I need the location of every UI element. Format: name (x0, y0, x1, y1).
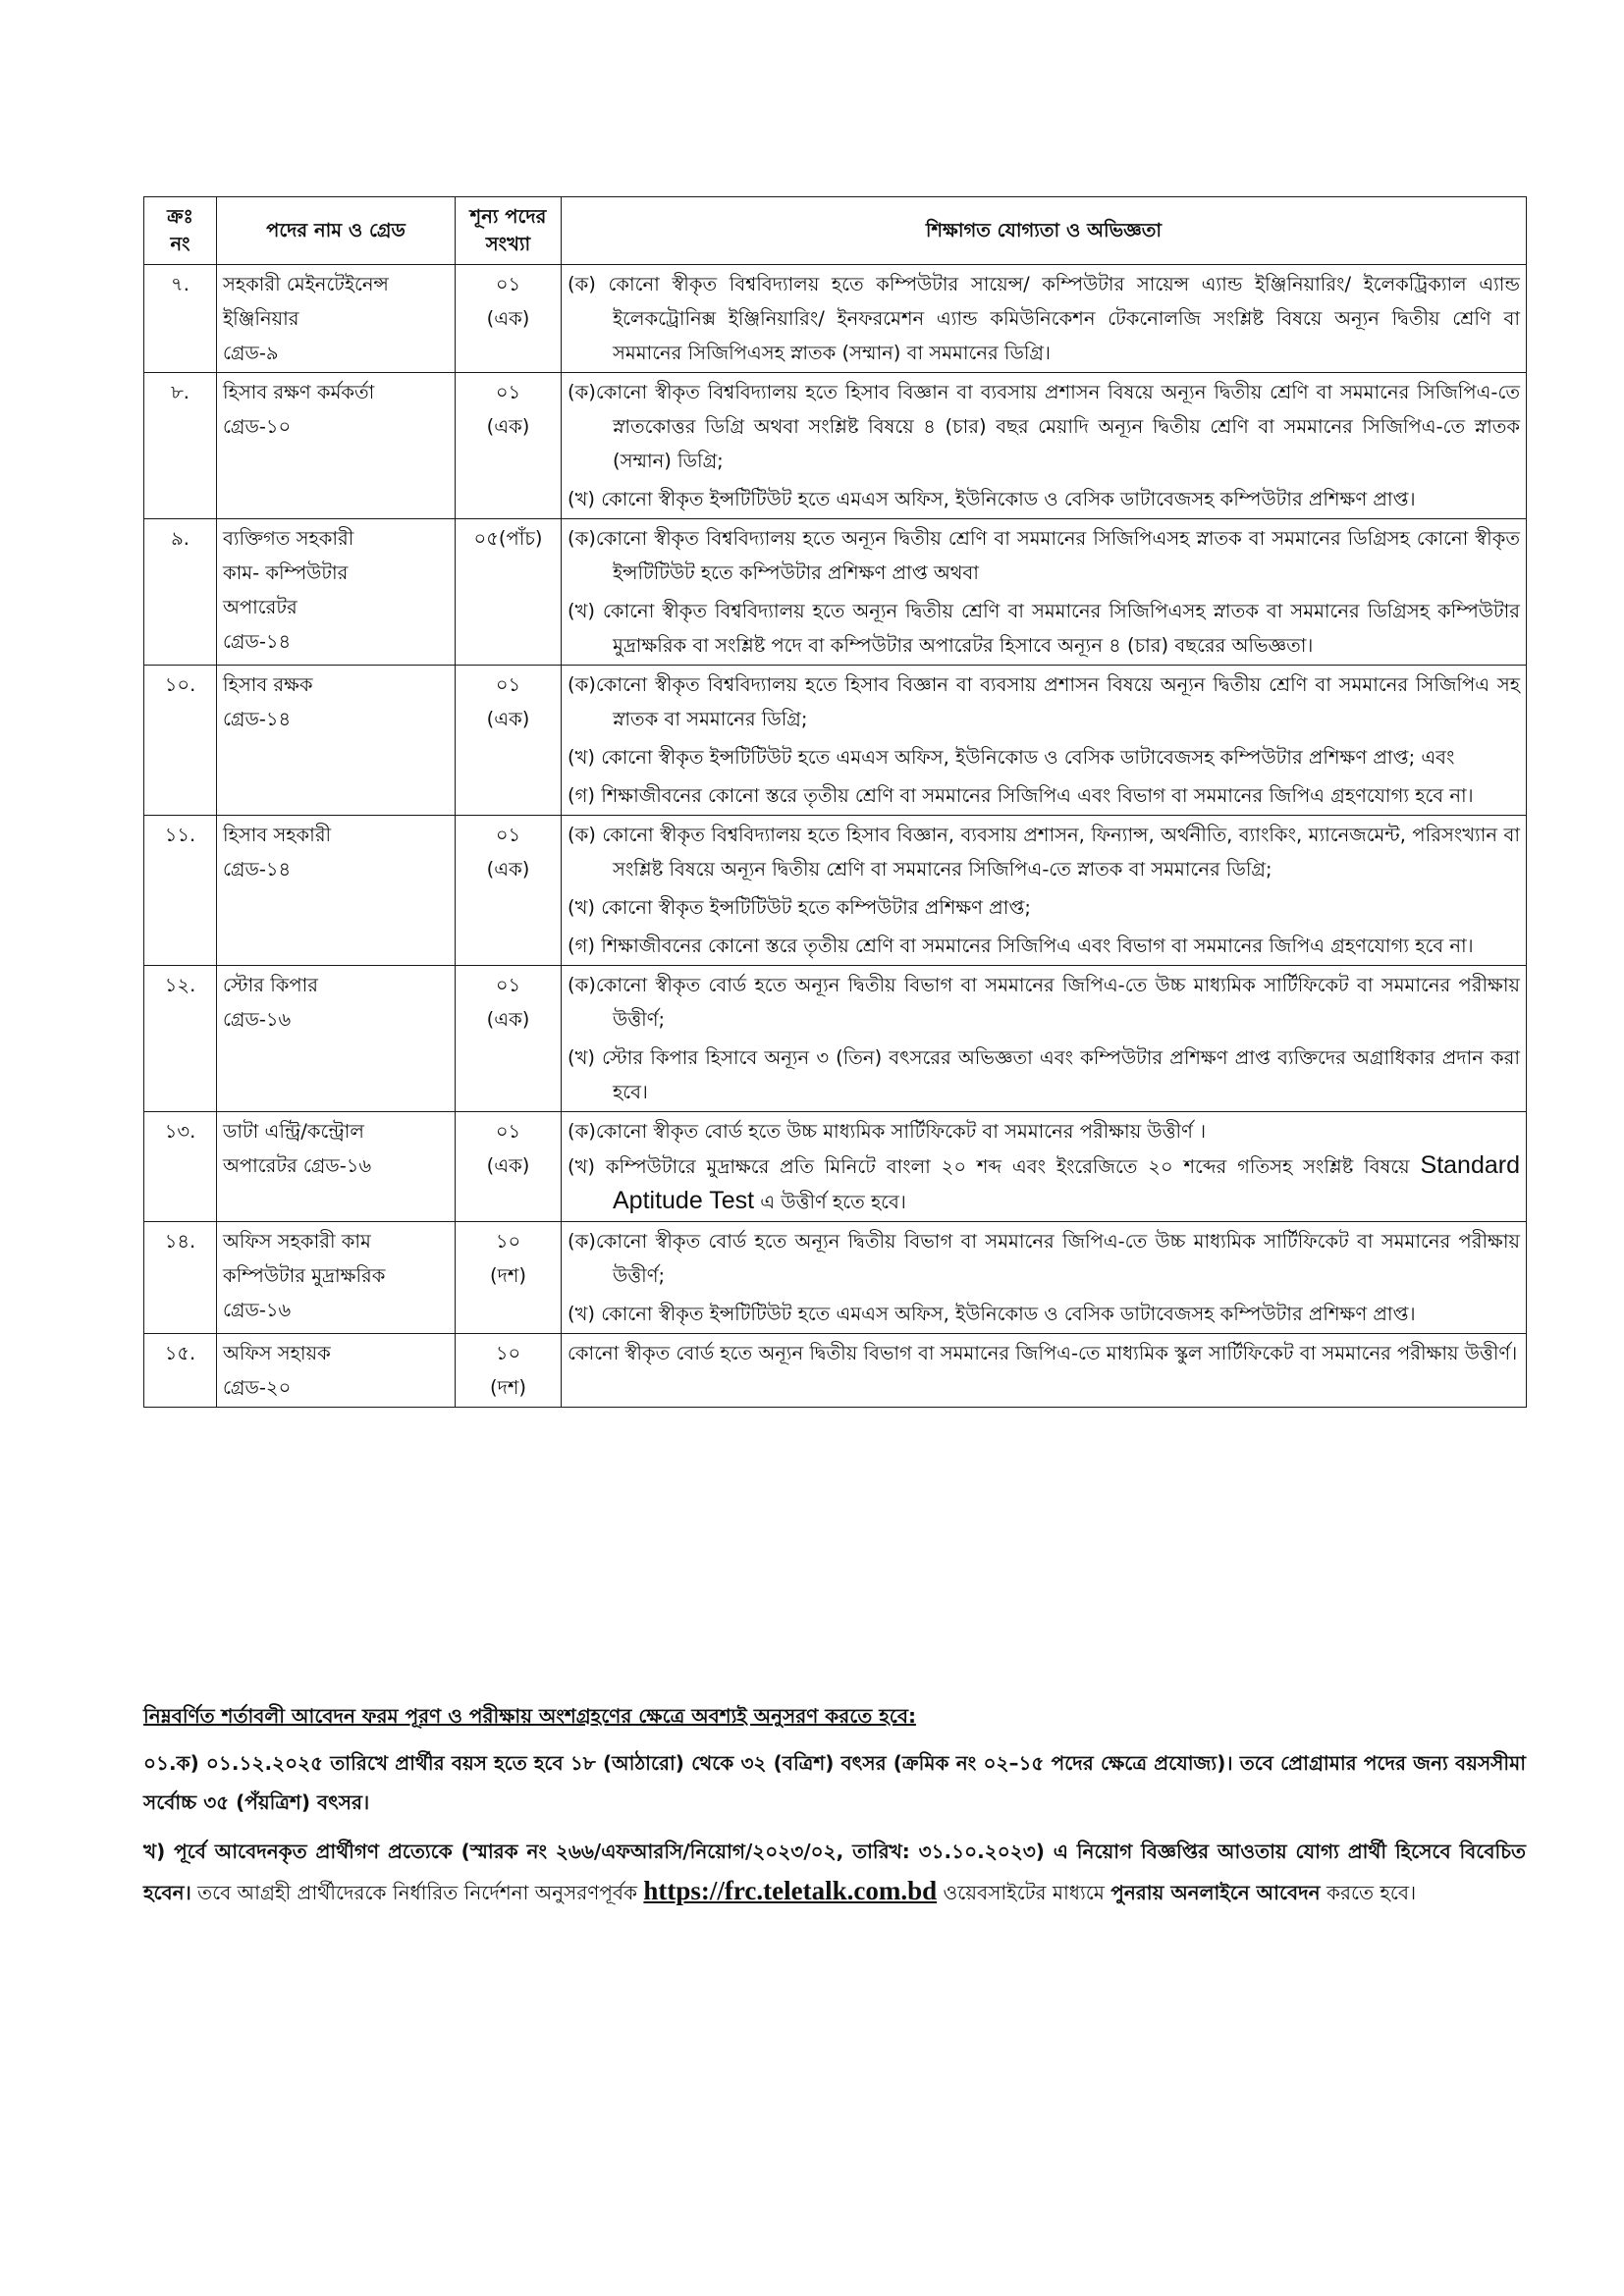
serial-cell: ৯. (144, 519, 217, 666)
serial-cell: ৮. (144, 373, 217, 519)
qualification-cell (562, 966, 1527, 1112)
table-row (144, 966, 1527, 1112)
serial-cell: ১০. (144, 666, 217, 816)
qualification-item: (ক) কোনো স্বীকৃত বিশ্ববিদ্যালয় হতে কম্পিউটার সায়েন্স/ কম্পিউটার সায়েন্স এ্যান্ড ইঞ্জিনিয়ারিং/ ইলেকট্রিক্যাল এ্যান্ড ইলেকট্রোনিক্স ইঞ্জিনিয়ারিং/ ইনফরমেশন এ্যান্ড কমিউনিকেশন টেকনোলজি সংশ্লিষ্ট বিষয়ে অন্যূন দ্বিতীয় শ্রেণি বা সমমানের সিজিপিএসহ স্নাতক (সম্মান) বা সমমানের ডিগ্রি। (568, 273, 1520, 364)
table-row (144, 373, 1527, 519)
vacancy-cell: ০১ (এক) (456, 1112, 562, 1222)
qualification-item: (খ) স্টোর কিপার হিসাবে অন্যূন ৩ (তিন) বৎসরের অভিজ্ঞতা এবং কম্পিউটার প্রশিক্ষণ প্রাপ্ত ব্যক্তিদের অগ্রাধিকার প্রদান করা হবে। (568, 1046, 1520, 1103)
serial-cell: ১২. (144, 966, 217, 1112)
post-name-cell: অফিস সহায়ক গ্রেড-২০ (217, 1334, 456, 1408)
qualification-cell (562, 1222, 1527, 1334)
post-name-cell: ব্যক্তিগত সহকারী কাম- কম্পিউটার অপারেটর গ্রেড-১৪ (217, 519, 456, 666)
qualification-item: (খ) কোনো স্বীকৃত বিশ্ববিদ্যালয় হতে অন্যূন দ্বিতীয় শ্রেণি বা সমমানের সিজিপিএসহ স্নাতক বা সমমানের ডিগ্রিসহ কম্পিউটার মুদ্রাক্ষরিক বা সংশ্লিষ্ট পদে বা কম্পিউটার অপারেটর হিসাবে অন্যূন ৪ (চার) বছরের অভিজ্ঞতা। (568, 600, 1520, 657)
header-serial: ক্রঃ নং (144, 197, 217, 265)
header-post: পদের নাম ও গ্রেড (217, 197, 456, 265)
qualification-item: (খ) কোনো স্বীকৃত ইন্সটিটিউট হতে এমএস অফিস, ইউনিকোড ও বেসিক ডাটাবেজসহ কম্পিউটার প্রশিক্ষণ প্রাপ্ত; এবং (568, 746, 1455, 769)
post-name-cell: স্টোর কিপার গ্রেড-১৬ (217, 966, 456, 1112)
table-row (144, 519, 1527, 666)
aptitude-test-label: Standard Aptitude Test (613, 1151, 1520, 1214)
vacancy-cell: ০৫(পাঁচ) (456, 519, 562, 666)
header-vacancy: শূন্য পদের সংখ্যা (456, 197, 562, 265)
vacancy-cell: ০১ (এক) (456, 373, 562, 519)
qualification-item: (ক)কোনো স্বীকৃত বোর্ড হতে উচ্চ মাধ্যমিক সার্টিফিকেট বা সমমানের পরীক্ষায় উত্তীর্ণ । (568, 1120, 1207, 1143)
vacancy-cell: ০১ (এক) (456, 816, 562, 966)
serial-cell: ৭. (144, 265, 217, 373)
post-name-cell: হিসাব রক্ষণ কর্মকর্তা গ্রেড-১০ (217, 373, 456, 519)
website-link[interactable]: https://frc.teletalk.com.bd (643, 1876, 938, 1905)
post-name-cell: হিসাব সহকারী গ্রেড-১৪ (217, 816, 456, 966)
serial-cell: ১৪. (144, 1222, 217, 1334)
qualification-item: (ক) কোনো স্বীকৃত বিশ্ববিদ্যালয় হতে হিসাব বিজ্ঞান, ব্যবসায় প্রশাসন, ফিন্যান্স, অর্থনীতি, ব্যাংকিং, ম্যানেজমেন্ট, পরিসংখ্যান বা সংশ্লিষ্ট বিষয়ে অন্যূন দ্বিতীয় শ্রেণি বা সমমানের সিজিপিএ-তে স্নাতক বা সমমানের ডিগ্রি; (568, 824, 1520, 881)
post-name-cell: ডাটা এন্ট্রি/কন্ট্রোল অপারেটর গ্রেড-১৬ (217, 1112, 456, 1222)
header-qualification: শিক্ষাগত যোগ্যতা ও অভিজ্ঞতা (562, 197, 1527, 265)
table-row (144, 265, 1527, 373)
condition-previous-applicants: খ) পূর্বে আবেদনকৃত প্রার্থীগণ প্রত্যেকে (স্মারক নং ২৬৬/এফআরসি/নিয়োগ/২০২৩/০২, তারিখ: ৩১.১০.২০২৩) এ নিয়োগ বিজ্ঞপ্তির আওতায় যোগ্য প্রার্থী হিসেবে বিবেচিত হবেন। তবে আগ্রহী প্রার্থীদেরকে নির্ধারিত নির্দেশনা অনুসরণপূর্বক https://frc.teletalk.com.bd ওয়েবসাইটের মাধ্যমে পুনরায় অনলাইনে আবেদন করতে হবে। (143, 1840, 1526, 1905)
qualification-item: (খ) কোনো স্বীকৃত ইন্সটিটিউট হতে কম্পিউটার প্রশিক্ষণ প্রাপ্ত; (568, 896, 1031, 919)
table-header-row (144, 197, 1527, 265)
qualification-item: (খ) কোনো স্বীকৃত ইন্সটিটিউট হতে এমএস অফিস, ইউনিকোড ও বেসিক ডাটাবেজসহ কম্পিউটার প্রশিক্ষণ প্রাপ্ত। (568, 488, 1416, 510)
conditions-section (143, 1696, 1526, 1922)
qualification-cell (562, 373, 1527, 519)
qualification-cell (562, 519, 1527, 666)
qualification-item: (খ) কম্পিউটারে মুদ্রাক্ষরে প্রতি মিনিটে বাংলা ২০ শব্দ এবং ইংরেজিতে ২০ শব্দের গতিসহ সংশ্লিষ্ট বিষয়ে Standard Aptitude Test এ উত্তীর্ণ হতে হবে। (568, 1151, 1520, 1214)
vacancy-cell: ১০ (দশ) (456, 1222, 562, 1334)
vacancy-cell: ০১ (এক) (456, 666, 562, 816)
vacancy-cell: ০১ (এক) (456, 966, 562, 1112)
table-row (144, 1112, 1527, 1222)
serial-cell: ১৩. (144, 1112, 217, 1222)
qualification-item: (ক)কোনো স্বীকৃত বিশ্ববিদ্যালয় হতে হিসাব বিজ্ঞান বা ব্যবসায় প্রশাসন বিষয়ে অন্যূন দ্বিতীয় শ্রেণি বা সমমানের সিজিপিএ সহ স্নাতক বা সমমানের ডিগ্রি; (568, 673, 1520, 730)
posts-table (143, 196, 1527, 1408)
serial-cell: ১৫. (144, 1334, 217, 1408)
table-row (144, 1334, 1527, 1408)
post-name-cell: সহকারী মেইনটেইনেন্স ইঞ্জিনিয়ার গ্রেড-৯ (217, 265, 456, 373)
qualification-item: (ক)কোনো স্বীকৃত বোর্ড হতে অন্যূন দ্বিতীয় বিভাগ বা সমমানের জিপিএ-তে উচ্চ মাধ্যমিক সার্টিফিকেট বা সমমানের পরীক্ষায় উত্তীর্ণ; (568, 1230, 1520, 1287)
qualification-item: (ক)কোনো স্বীকৃত বোর্ড হতে অন্যূন দ্বিতীয় বিভাগ বা সমমানের জিপিএ-তে উচ্চ মাধ্যমিক সার্টিফিকেট বা সমমানের পরীক্ষায় উত্তীর্ণ; (568, 974, 1520, 1031)
table-row (144, 666, 1527, 816)
qualification-item: (গ) শিক্ষাজীবনের কোনো স্তরে তৃতীয় শ্রেণি বা সমমানের সিজিপিএ এবং বিভাগ বা সমমানের জিপিএ গ্রহণযোগ্য হবে না। (568, 934, 1474, 957)
qualification-cell (562, 666, 1527, 816)
post-name-cell: অফিস সহকারী কাম কম্পিউটার মুদ্রাক্ষরিক গ্রেড-১৬ (217, 1222, 456, 1334)
qualification-cell (562, 1334, 1527, 1408)
vacancy-cell: ০১ (এক) (456, 265, 562, 373)
qualification-item: (খ) কোনো স্বীকৃত ইন্সটিটিউট হতে এমএস অফিস, ইউনিকোড ও বেসিক ডাটাবেজসহ কম্পিউটার প্রশিক্ষণ প্রাপ্ত। (568, 1303, 1416, 1325)
qualification-cell (562, 1112, 1527, 1222)
vacancy-cell: ১০ (দশ) (456, 1334, 562, 1408)
qualification-item: (গ) শিক্ষাজীবনের কোনো স্তরে তৃতীয় শ্রেণি বা সমমানের সিজিপিএ এবং বিভাগ বা সমমানের জিপিএ গ্রহণযোগ্য হবে না। (568, 784, 1474, 807)
condition-age-limit: ০১.ক) ০১.১২.২০২৫ তারিখে প্রার্থীর বয়স হতে হবে ১৮ (আঠারো) থেকে ৩২ (বত্রিশ) বৎসর (ক্রমিক নং ০২–১৫ পদের ক্ষেত্রে প্রযোজ্য)। তবে প্রোগ্রামার পদের জন্য বয়সসীমা সর্বোচ্চ ৩৫ (পঁয়ত্রিশ) বৎসর। (143, 1751, 1526, 1814)
table-row (144, 816, 1527, 966)
qualification-cell (562, 265, 1527, 373)
qualification-cell (562, 816, 1527, 966)
serial-cell: ১১. (144, 816, 217, 966)
qualification-item: কোনো স্বীকৃত বোর্ড হতে অন্যূন দ্বিতীয় বিভাগ বা সমমানের জিপিএ-তে মাধ্যমিক স্কুল সার্টিফিকেট বা সমমানের পরীক্ষায় উত্তীর্ণ। (568, 1342, 1518, 1364)
conditions-heading: নিম্নবর্ণিত শর্তাবলী আবেদন ফরম পূরণ ও পরীক্ষায় অংশগ্রহণের ক্ষেত্রে অবশ্যই অনুসরণ করতে হবে: (143, 1704, 916, 1728)
qualification-item: (ক)কোনো স্বীকৃত বিশ্ববিদ্যালয় হতে অন্যূন দ্বিতীয় শ্রেণি বা সমমানের সিজিপিএসহ স্নাতক বা সমমানের ডিগ্রিসহ কোনো স্বীকৃত ইন্সটিটিউট হতে কম্পিউটার প্রশিক্ষণ প্রাপ্ত অথবা (568, 527, 1520, 584)
post-name-cell: হিসাব রক্ষক গ্রেড-১৪ (217, 666, 456, 816)
qualification-item: (ক)কোনো স্বীকৃত বিশ্ববিদ্যালয় হতে হিসাব বিজ্ঞান বা ব্যবসায় প্রশাসন বিষয়ে অন্যূন দ্বিতীয় শ্রেণি বা সমমানের সিজিপিএ-তে স্নাতকোত্তর ডিগ্রি অথবা সংশ্লিষ্ট বিষয়ে ৪ (চার) বছর মেয়াদি অন্যূন দ্বিতীয় শ্রেণি বা সমমানের সিজিপিএ-তে স্নাতক (সম্মান) ডিগ্রি; (568, 381, 1520, 472)
table-row (144, 1222, 1527, 1334)
